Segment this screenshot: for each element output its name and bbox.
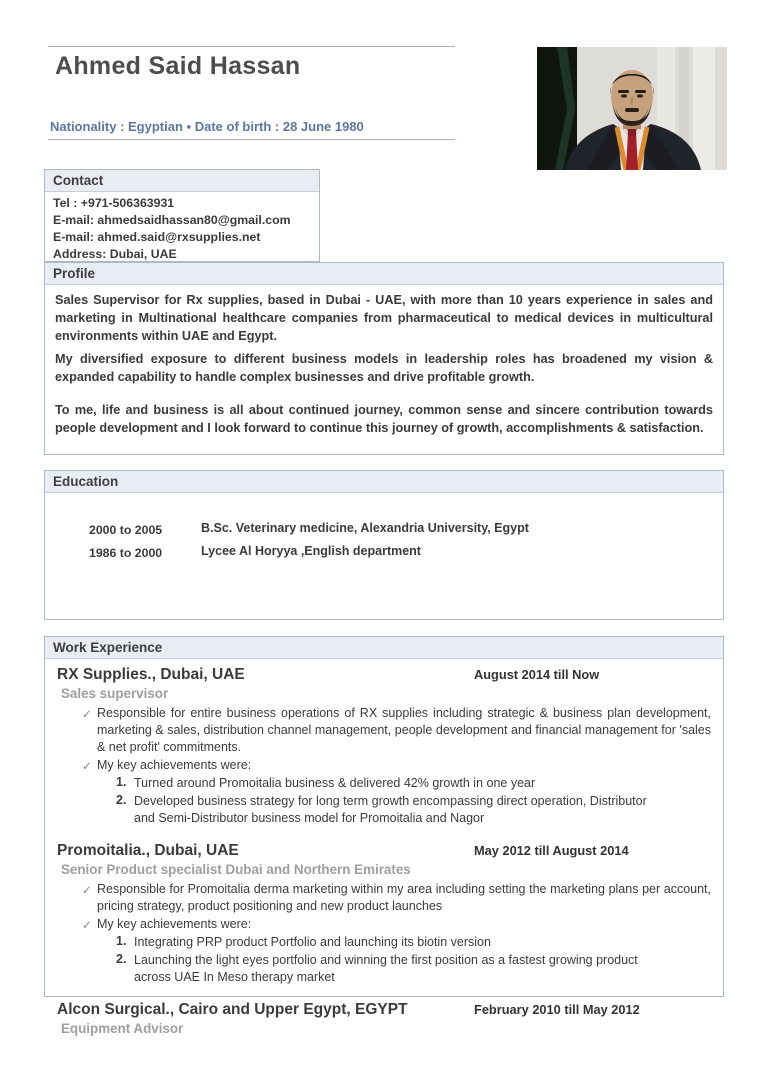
job-achievement (116, 775, 711, 792)
education-section (44, 470, 724, 620)
profile-section-title: Profile (45, 263, 723, 285)
education-period: 2000 to 2005 (89, 523, 163, 537)
job-period: May 2012 till August 2014 (474, 843, 629, 858)
contact-email-secondary (53, 229, 311, 246)
job-period: August 2014 till Now (474, 667, 600, 682)
job-bullet (82, 705, 711, 756)
address-label: Address: (53, 247, 107, 261)
achievement-number: 1. (116, 775, 127, 789)
education-row (45, 521, 723, 537)
checkmark-icon: ✓ (82, 920, 92, 932)
job-company: RX Supplies., Dubai, UAE (57, 666, 245, 683)
address-value: Dubai, UAE (109, 247, 177, 261)
job-heading (57, 666, 711, 684)
job-period: February 2010 till May 2012 (474, 1002, 640, 1017)
header-top-rule (48, 46, 455, 47)
work-experience-section (44, 636, 724, 1036)
job-bullet (82, 881, 711, 915)
profile-section (44, 262, 724, 455)
achievement-number: 2. (116, 952, 127, 966)
achievement-text: Integrating PRP product Portfolio and launching its biotin version (134, 935, 491, 949)
job-heading (57, 842, 711, 860)
job-heading (57, 1001, 711, 1019)
profile-paragraph: Sales Supervisor for Rx supplies, based in Dubai - UAE, with more than 10 years experience in sales and marketing in Multinational healthcare companies from pharmaceutical to medical devices in multicultural environments within UAE and Egypt. (55, 293, 713, 343)
email-value: ahmedsaidhassan80@gmail.com (97, 213, 291, 227)
email-label: E-mail: (53, 213, 94, 227)
job-bullet-text: Responsible for Promoitalia derma marketing within my area including setting the marketing plans per account, pricing strategy, product positioning and new product launches (97, 882, 711, 913)
job-role: Sales supervisor (61, 686, 169, 701)
checkmark-icon: ✓ (82, 709, 92, 721)
achievement-text: Developed business strategy for long term growth encompassing direct operation, Distributor and Semi-Distributor business model for Promoitalia and Nagor (134, 794, 647, 825)
email-label: E-mail: (53, 230, 94, 244)
achievement-text: Launching the light eyes portfolio and winning the first position as a fastest growing product across UAE In Meso therapy market (134, 953, 638, 984)
job-bullet-text: My key achievements were: (97, 917, 252, 931)
portrait-illustration (537, 47, 727, 170)
job-role: Equipment Advisor (61, 1021, 184, 1036)
job-role: Senior Product specialist Dubai and Northern Emirates (61, 862, 411, 877)
job-bullet (82, 916, 711, 933)
job-achievement (116, 952, 711, 986)
contact-section (44, 169, 320, 262)
contact-section-title: Contact (45, 170, 319, 192)
work-experience-section-title: Work Experience (45, 637, 723, 659)
job-bullet-text: Responsible for entire business operations of RX supplies including strategic & business plan development, marketing & sales, distribution channel management, people development and financial management for 'sales & net profit' commitments. (97, 706, 711, 754)
achievement-text: Turned around Promoitalia business & delivered 42% growth in one year (134, 776, 536, 790)
job-achievement (116, 793, 711, 827)
profile-paragraph: To me, life and business is all about continued journey, common sense and sincere contribution towards people development and I look forward to continue this journey of growth, accomplishments & satisfaction. (55, 403, 713, 435)
portrait-photo (537, 47, 727, 170)
education-section-title: Education (45, 471, 723, 493)
contact-email-primary (53, 212, 311, 229)
achievement-number: 1. (116, 934, 127, 948)
tel-label: Tel : (53, 196, 78, 210)
job-company: Alcon Surgical., Cairo and Upper Egypt, EGYPT (57, 1001, 408, 1018)
header-bottom-rule (48, 139, 455, 140)
person-name: Ahmed Said Hassan (55, 52, 301, 80)
tel-value: +971-506363931 (80, 196, 175, 210)
education-description: Lycee Al Horyya ,English department (201, 544, 421, 558)
job-achievement (116, 934, 711, 951)
checkmark-icon: ✓ (82, 761, 92, 773)
checkmark-icon: ✓ (82, 885, 92, 897)
contact-tel (53, 195, 311, 212)
profile-paragraph: My diversified exposure to different business models in leadership roles has broadened my vision & expanded capability to handle complex businesses and drive profitable growth. (55, 352, 713, 384)
contact-address (53, 246, 311, 263)
job-bullet (82, 757, 711, 774)
education-period: 1986 to 2000 (89, 546, 163, 560)
nationality-dob-line: Nationality : Egyptian ▪ Date of birth : 28 June 1980 (50, 119, 364, 134)
job-company: Promoitalia., Dubai, UAE (57, 842, 239, 859)
achievement-number: 2. (116, 793, 127, 807)
email-value: ahmed.said@rxsupplies.net (97, 230, 261, 244)
education-description: B.Sc. Veterinary medicine, Alexandria University, Egypt (201, 521, 529, 535)
education-row (45, 544, 723, 560)
job-bullet-text: My key achievements were: (97, 758, 252, 772)
